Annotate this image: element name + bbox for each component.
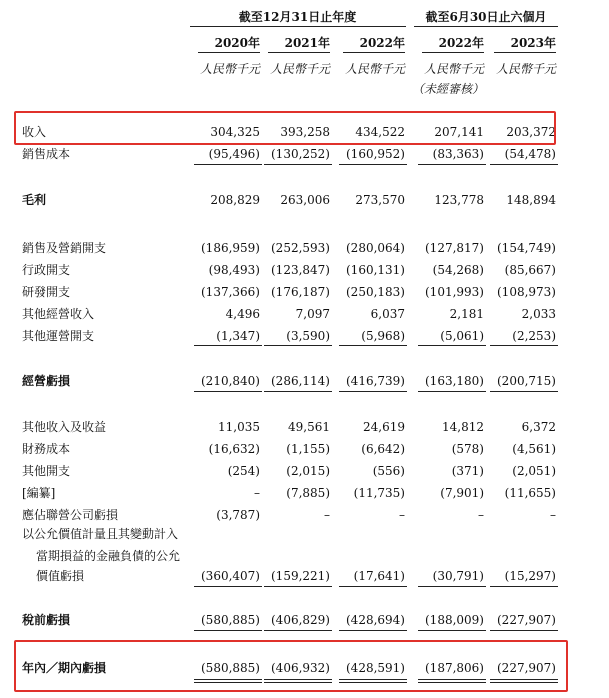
- row-value-cell: 207,141: [434, 125, 484, 139]
- row-value-cell: (254): [227, 464, 260, 478]
- row-value-cell: (98,493): [208, 263, 260, 277]
- column-year-1: 2020年: [214, 36, 260, 50]
- row-value-cell: 263,006: [280, 193, 330, 207]
- row-value-cell: (3,590): [286, 329, 330, 343]
- column-year-rule: [494, 52, 556, 53]
- row-value-cell: [180, 526, 260, 542]
- subtotal-rule: [418, 391, 486, 392]
- row-label: 銷售成本: [22, 147, 71, 161]
- row-value-cell: 2,181: [449, 307, 484, 321]
- column-unit-1: 人民幣千元: [199, 62, 260, 76]
- row-value-cell: (371): [451, 464, 484, 478]
- row-value-cell: (210,840): [201, 374, 260, 388]
- row-value-cell: (54,478): [504, 147, 556, 161]
- row-value-cell: (7,901): [440, 486, 484, 500]
- row-value-cell: (200,715): [497, 374, 556, 388]
- row-value-cell: (176,187): [271, 285, 330, 299]
- row-label: 財務成本: [22, 442, 71, 456]
- row-value-cell: 434,522: [355, 125, 405, 139]
- row-value-cell: [476, 526, 556, 542]
- row-value-cell: (101,993): [425, 285, 484, 299]
- subtotal-rule: [490, 586, 558, 587]
- column-year-rule: [343, 52, 405, 53]
- row-value-cell: (428,591): [346, 661, 405, 675]
- row-value-cell: 2,033: [521, 307, 556, 321]
- row-value-cell: 273,570: [355, 193, 405, 207]
- row-value-cell: 123,778: [434, 193, 484, 207]
- subtotal-rule: [194, 345, 262, 346]
- subtotal-rule: [418, 164, 486, 165]
- row-value-cell: [404, 548, 484, 564]
- row-value-cell: (123,847): [271, 263, 330, 277]
- row-value-cell: (188,009): [425, 613, 484, 627]
- row-value-cell: (416,739): [346, 374, 405, 388]
- subtotal-rule: [339, 586, 407, 587]
- row-value-cell: 203,372: [506, 125, 556, 139]
- row-value-cell: (6,642): [361, 442, 405, 456]
- subtotal-rule: [194, 586, 262, 587]
- row-value-cell: (2,253): [512, 329, 556, 343]
- row-value-cell: (2,051): [512, 464, 556, 478]
- row-value-cell: (11,655): [504, 486, 556, 500]
- subtotal-rule: [264, 164, 332, 165]
- row-value-cell: (160,952): [346, 147, 405, 161]
- subtotal-rule: [490, 345, 558, 346]
- column-year-5: 2023年: [510, 36, 556, 50]
- row-label: 收入: [22, 125, 47, 139]
- row-value-cell: (130,252): [271, 147, 330, 161]
- column-unit-3: 人民幣千元: [344, 62, 405, 76]
- row-value-cell: –: [324, 508, 330, 522]
- row-value-cell: (137,366): [201, 285, 260, 299]
- row-value-cell: (160,131): [346, 263, 405, 277]
- row-value-cell: 208,829: [210, 193, 260, 207]
- row-value-cell: (85,667): [504, 263, 556, 277]
- row-value-cell: (580,885): [201, 661, 260, 675]
- row-label: 其他經營收入: [22, 307, 95, 321]
- row-value-cell: 49,561: [288, 420, 330, 434]
- unaudited-note: （未經審核）: [411, 82, 484, 96]
- row-value-cell: (127,817): [425, 241, 484, 255]
- subtotal-rule: [339, 345, 407, 346]
- column-year-3: 2022年: [359, 36, 405, 50]
- interim-period-rule: [414, 26, 558, 27]
- row-value-cell: 6,372: [521, 420, 556, 434]
- row-value-cell: [180, 548, 260, 564]
- subtotal-rule: [339, 391, 407, 392]
- row-value-cell: (30,791): [432, 569, 484, 583]
- subtotal-rule: [194, 391, 262, 392]
- subtotal-rule: [490, 391, 558, 392]
- subtotal-rule: [418, 345, 486, 346]
- row-label: 稅前虧損: [22, 613, 71, 627]
- row-value-cell: (286,114): [271, 374, 330, 388]
- row-value-cell: (3,787): [216, 508, 260, 522]
- row-value-cell: (163,180): [425, 374, 484, 388]
- row-value-cell: [250, 526, 330, 542]
- row-value-cell: (1,347): [216, 329, 260, 343]
- row-value-cell: (154,749): [497, 241, 556, 255]
- row-value-cell: (2,015): [286, 464, 330, 478]
- row-value-cell: (15,297): [504, 569, 556, 583]
- row-value-cell: (280,064): [346, 241, 405, 255]
- subtotal-rule: [264, 391, 332, 392]
- row-value-cell: 24,619: [363, 420, 405, 434]
- row-value-cell: 148,894: [506, 193, 556, 207]
- subtotal-rule: [264, 630, 332, 631]
- column-year-rule: [198, 52, 260, 53]
- row-value-cell: (250,183): [346, 285, 405, 299]
- row-value-cell: [404, 526, 484, 542]
- subtotal-rule: [194, 630, 262, 631]
- row-value-cell: 4,496: [225, 307, 260, 321]
- row-label: 其他運營開支: [22, 329, 95, 343]
- row-value-cell: 6,037: [370, 307, 405, 321]
- column-unit-5: 人民幣千元: [495, 62, 556, 76]
- annual-period-rule: [190, 26, 406, 27]
- row-label: 行政開支: [22, 263, 71, 277]
- column-unit-2: 人民幣千元: [269, 62, 330, 76]
- row-label: 價值虧損: [36, 569, 85, 583]
- row-value-cell: (227,907): [497, 661, 556, 675]
- row-value-cell: –: [399, 508, 405, 522]
- subtotal-rule: [418, 630, 486, 631]
- row-value-cell: (16,632): [208, 442, 260, 456]
- row-value-cell: (227,907): [497, 613, 556, 627]
- row-label: 毛利: [22, 193, 47, 207]
- row-value-cell: –: [478, 508, 484, 522]
- row-value-cell: 14,812: [442, 420, 484, 434]
- row-value-cell: (95,496): [208, 147, 260, 161]
- column-year-rule: [268, 52, 330, 53]
- row-value-cell: (83,363): [432, 147, 484, 161]
- row-value-cell: (187,806): [425, 661, 484, 675]
- row-value-cell: [476, 548, 556, 564]
- column-year-2: 2021年: [284, 36, 330, 50]
- row-value-cell: (556): [372, 464, 405, 478]
- row-value-cell: (186,959): [201, 241, 260, 255]
- row-value-cell: (5,061): [440, 329, 484, 343]
- row-value-cell: (580,885): [201, 613, 260, 627]
- row-label: 其他開支: [22, 464, 71, 478]
- row-label: 研發開支: [22, 285, 71, 299]
- row-value-cell: 11,035: [218, 420, 260, 434]
- row-value-cell: (428,694): [346, 613, 405, 627]
- column-year-4: 2022年: [438, 36, 484, 50]
- row-value-cell: –: [254, 486, 260, 500]
- subtotal-rule: [264, 586, 332, 587]
- row-value-cell: (252,593): [271, 241, 330, 255]
- row-label: 年內／期內虧損: [22, 661, 107, 675]
- revenue-highlight-box: [14, 111, 556, 145]
- row-value-cell: [250, 548, 330, 564]
- row-value-cell: (108,973): [497, 285, 556, 299]
- subtotal-rule: [490, 630, 558, 631]
- row-value-cell: 304,325: [210, 125, 260, 139]
- row-value-cell: (159,221): [271, 569, 330, 583]
- column-unit-4: 人民幣千元: [423, 62, 484, 76]
- row-value-cell: –: [550, 508, 556, 522]
- row-label: 經營虧損: [22, 374, 71, 388]
- row-label: 銷售及營銷開支: [22, 241, 107, 255]
- row-value-cell: (4,561): [512, 442, 556, 456]
- row-label: 當期損益的金融負債的公允: [36, 549, 181, 563]
- row-value-cell: (54,268): [432, 263, 484, 277]
- subtotal-rule: [339, 630, 407, 631]
- subtotal-rule: [339, 164, 407, 165]
- row-value-cell: (406,932): [271, 661, 330, 675]
- row-value-cell: 393,258: [280, 125, 330, 139]
- row-label: 應佔聯營公司虧損: [22, 508, 119, 522]
- subtotal-rule: [264, 345, 332, 346]
- row-value-cell: (5,968): [361, 329, 405, 343]
- row-value-cell: 7,097: [295, 307, 330, 321]
- row-value-cell: (1,155): [286, 442, 330, 456]
- subtotal-rule: [418, 586, 486, 587]
- row-value-cell: (406,829): [271, 613, 330, 627]
- row-value-cell: (7,885): [286, 486, 330, 500]
- row-value-cell: (11,735): [353, 486, 405, 500]
- row-value-cell: (578): [451, 442, 484, 456]
- row-label: 其他收入及收益: [22, 420, 107, 434]
- row-value-cell: [325, 548, 405, 564]
- interim-period-header: 截至6月30日止六個月: [425, 10, 547, 24]
- subtotal-rule: [490, 164, 558, 165]
- row-value-cell: [325, 526, 405, 542]
- row-label: 以公允價值計量且其變動計入: [22, 527, 179, 541]
- annual-period-header: 截至12月31日止年度: [238, 10, 357, 24]
- subtotal-rule: [194, 164, 262, 165]
- row-value-cell: (360,407): [201, 569, 260, 583]
- loss-for-period-highlight-box: [14, 640, 568, 692]
- column-year-rule: [422, 52, 484, 53]
- row-label: [編纂]: [22, 486, 56, 500]
- row-value-cell: (17,641): [353, 569, 405, 583]
